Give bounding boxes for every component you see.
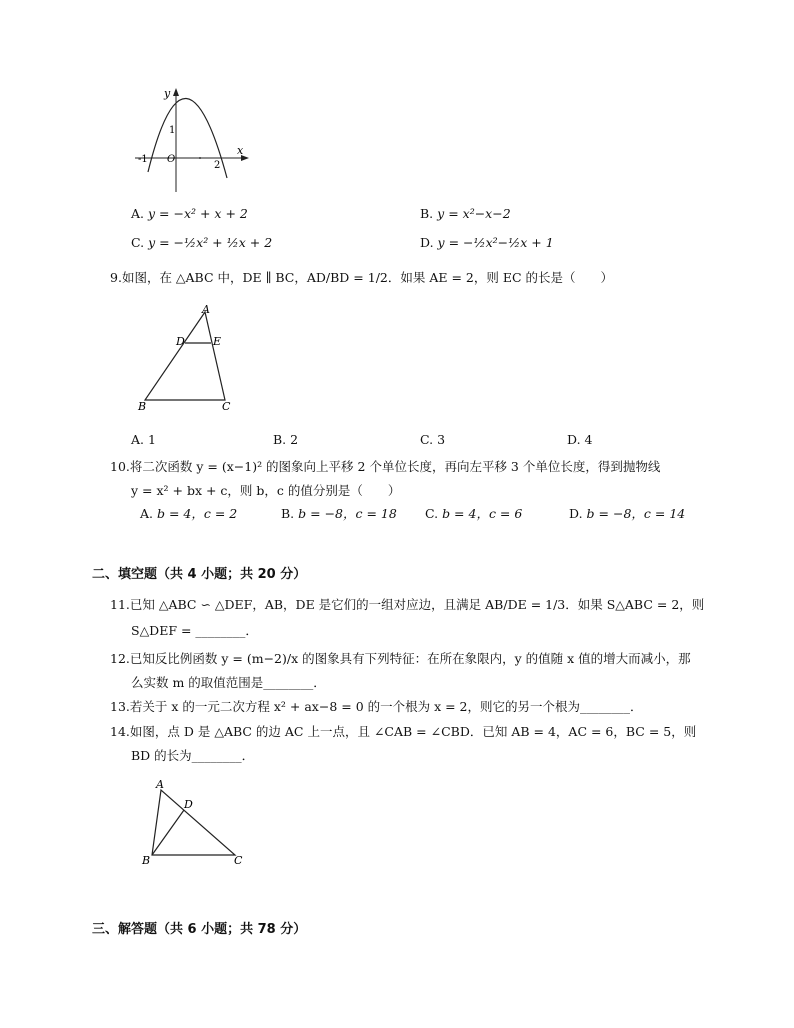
question-text: 将二次函数 y = (x−1)² 的图象向上平移 2 个单位长度，再向左平移 3 个单位长度，得到抛物线 [129,459,661,474]
option-letter: A. [131,206,145,221]
option-text: y = x²−x−2 [437,206,511,221]
option-letter: C. [131,235,145,250]
q12-line2: 么实数 m 的取值范围是________． [131,675,326,690]
graph-origin-label: O [167,154,176,165]
option-text: y = −½x²−½x + 1 [437,235,554,250]
q9-option-d [567,432,593,447]
q10-line1 [110,457,660,475]
option-letter: A. [140,506,154,521]
question-text: 已知反比例函数 y = (m−2)/x 的图象具有下列特征：在所在象限内，y 的值随 x 值的增大而减小，那 [129,651,691,666]
label-d: D [184,798,193,811]
label-c: C [222,400,231,413]
graph-y-label: y [164,87,171,100]
option-text: y = −½x² + ½x + 2 [148,235,273,250]
q10-option-d [569,504,685,522]
triangle-abd-figure [140,778,250,870]
section-3-heading: 三、解答题（共 6 小题；共 78 分） [92,922,307,937]
q11-line1 [110,595,704,613]
section-2-heading: 二、填空题（共 4 小题；共 20 分） [92,567,307,582]
label-b: B [142,854,151,867]
q8-option-d [420,235,554,250]
graph-x-label: x [237,144,244,157]
question-number: 10. [110,459,130,474]
graph-two-label: 2 [214,160,221,171]
option-letter: C. [420,432,434,447]
q10-option-c [425,504,522,522]
option-letter: A. [131,432,145,447]
q8-option-c [131,235,272,250]
q8-option-b [420,206,511,221]
question-text: 如图，点 D 是 △ABC 的边 AC 上一点，且 ∠CAB = ∠CBD．已知 AB = 4，AC = 6，BC = 5，则 [129,724,697,739]
graph-one-label: 1 [169,125,176,136]
question-number: 9. [110,270,122,285]
q13-line1 [110,697,643,715]
q10-option-a [140,504,237,522]
q9-option-a [131,432,156,447]
question-number: 13. [110,699,130,714]
option-text: 2 [290,432,299,447]
q11-line2: S△DEF = ________． [131,623,258,638]
q12-line1 [110,649,691,667]
option-text: y = −x² + x + 2 [148,206,248,221]
q14-line1 [110,722,696,740]
label-a: A [156,778,164,791]
option-text: 4 [584,432,593,447]
option-letter: B. [273,432,287,447]
label-c: C [234,854,243,867]
option-text: b = 4，c = 2 [157,506,238,521]
label-a: A [202,303,210,316]
option-letter: D. [569,506,583,521]
parabola-graph [130,82,255,194]
q8-option-a [131,206,248,221]
graph-minus-one-label: -1 [138,154,148,165]
label-b: B [138,400,147,413]
option-text: 1 [148,432,156,447]
option-text: b = −8，c = 18 [298,506,397,521]
question-text: 已知 △ABC ∽ △DEF，AB，DE 是它们的一组对应边，且满足 AB/DE = 1/3．如果 S△ABC = 2，则 [129,597,705,612]
label-d: D [176,335,185,348]
question-number: 14. [110,724,130,739]
q10-option-b [281,504,397,522]
q9-stem [110,268,613,286]
q9-option-b [273,432,298,447]
triangle-abc-figure [135,302,245,414]
option-text: 3 [437,432,446,447]
label-e: E [213,335,222,348]
question-number: 11. [110,597,130,612]
q14-line2: BD 的长为________． [131,748,255,763]
option-letter: D. [420,235,434,250]
option-text: b = −8，c = 14 [586,506,686,521]
question-text: 如图，在 △ABC 中，DE ∥ BC，AD/BD = 1/2．如果 AE = 2，则 EC 的长是（ ） [121,270,613,285]
option-letter: D. [567,432,581,447]
q10-line2: y = x² + bx + c，则 b，c 的值分别是（ ） [131,483,401,498]
option-letter: B. [420,206,434,221]
q9-option-c [420,432,445,447]
option-letter: B. [281,506,295,521]
option-letter: C. [425,506,439,521]
question-text: 若关于 x 的一元二次方程 x² + ax−8 = 0 的一个根为 x = 2，则它的另一个根为________． [129,699,643,714]
question-number: 12. [110,651,130,666]
option-text: b = 4，c = 6 [442,506,523,521]
